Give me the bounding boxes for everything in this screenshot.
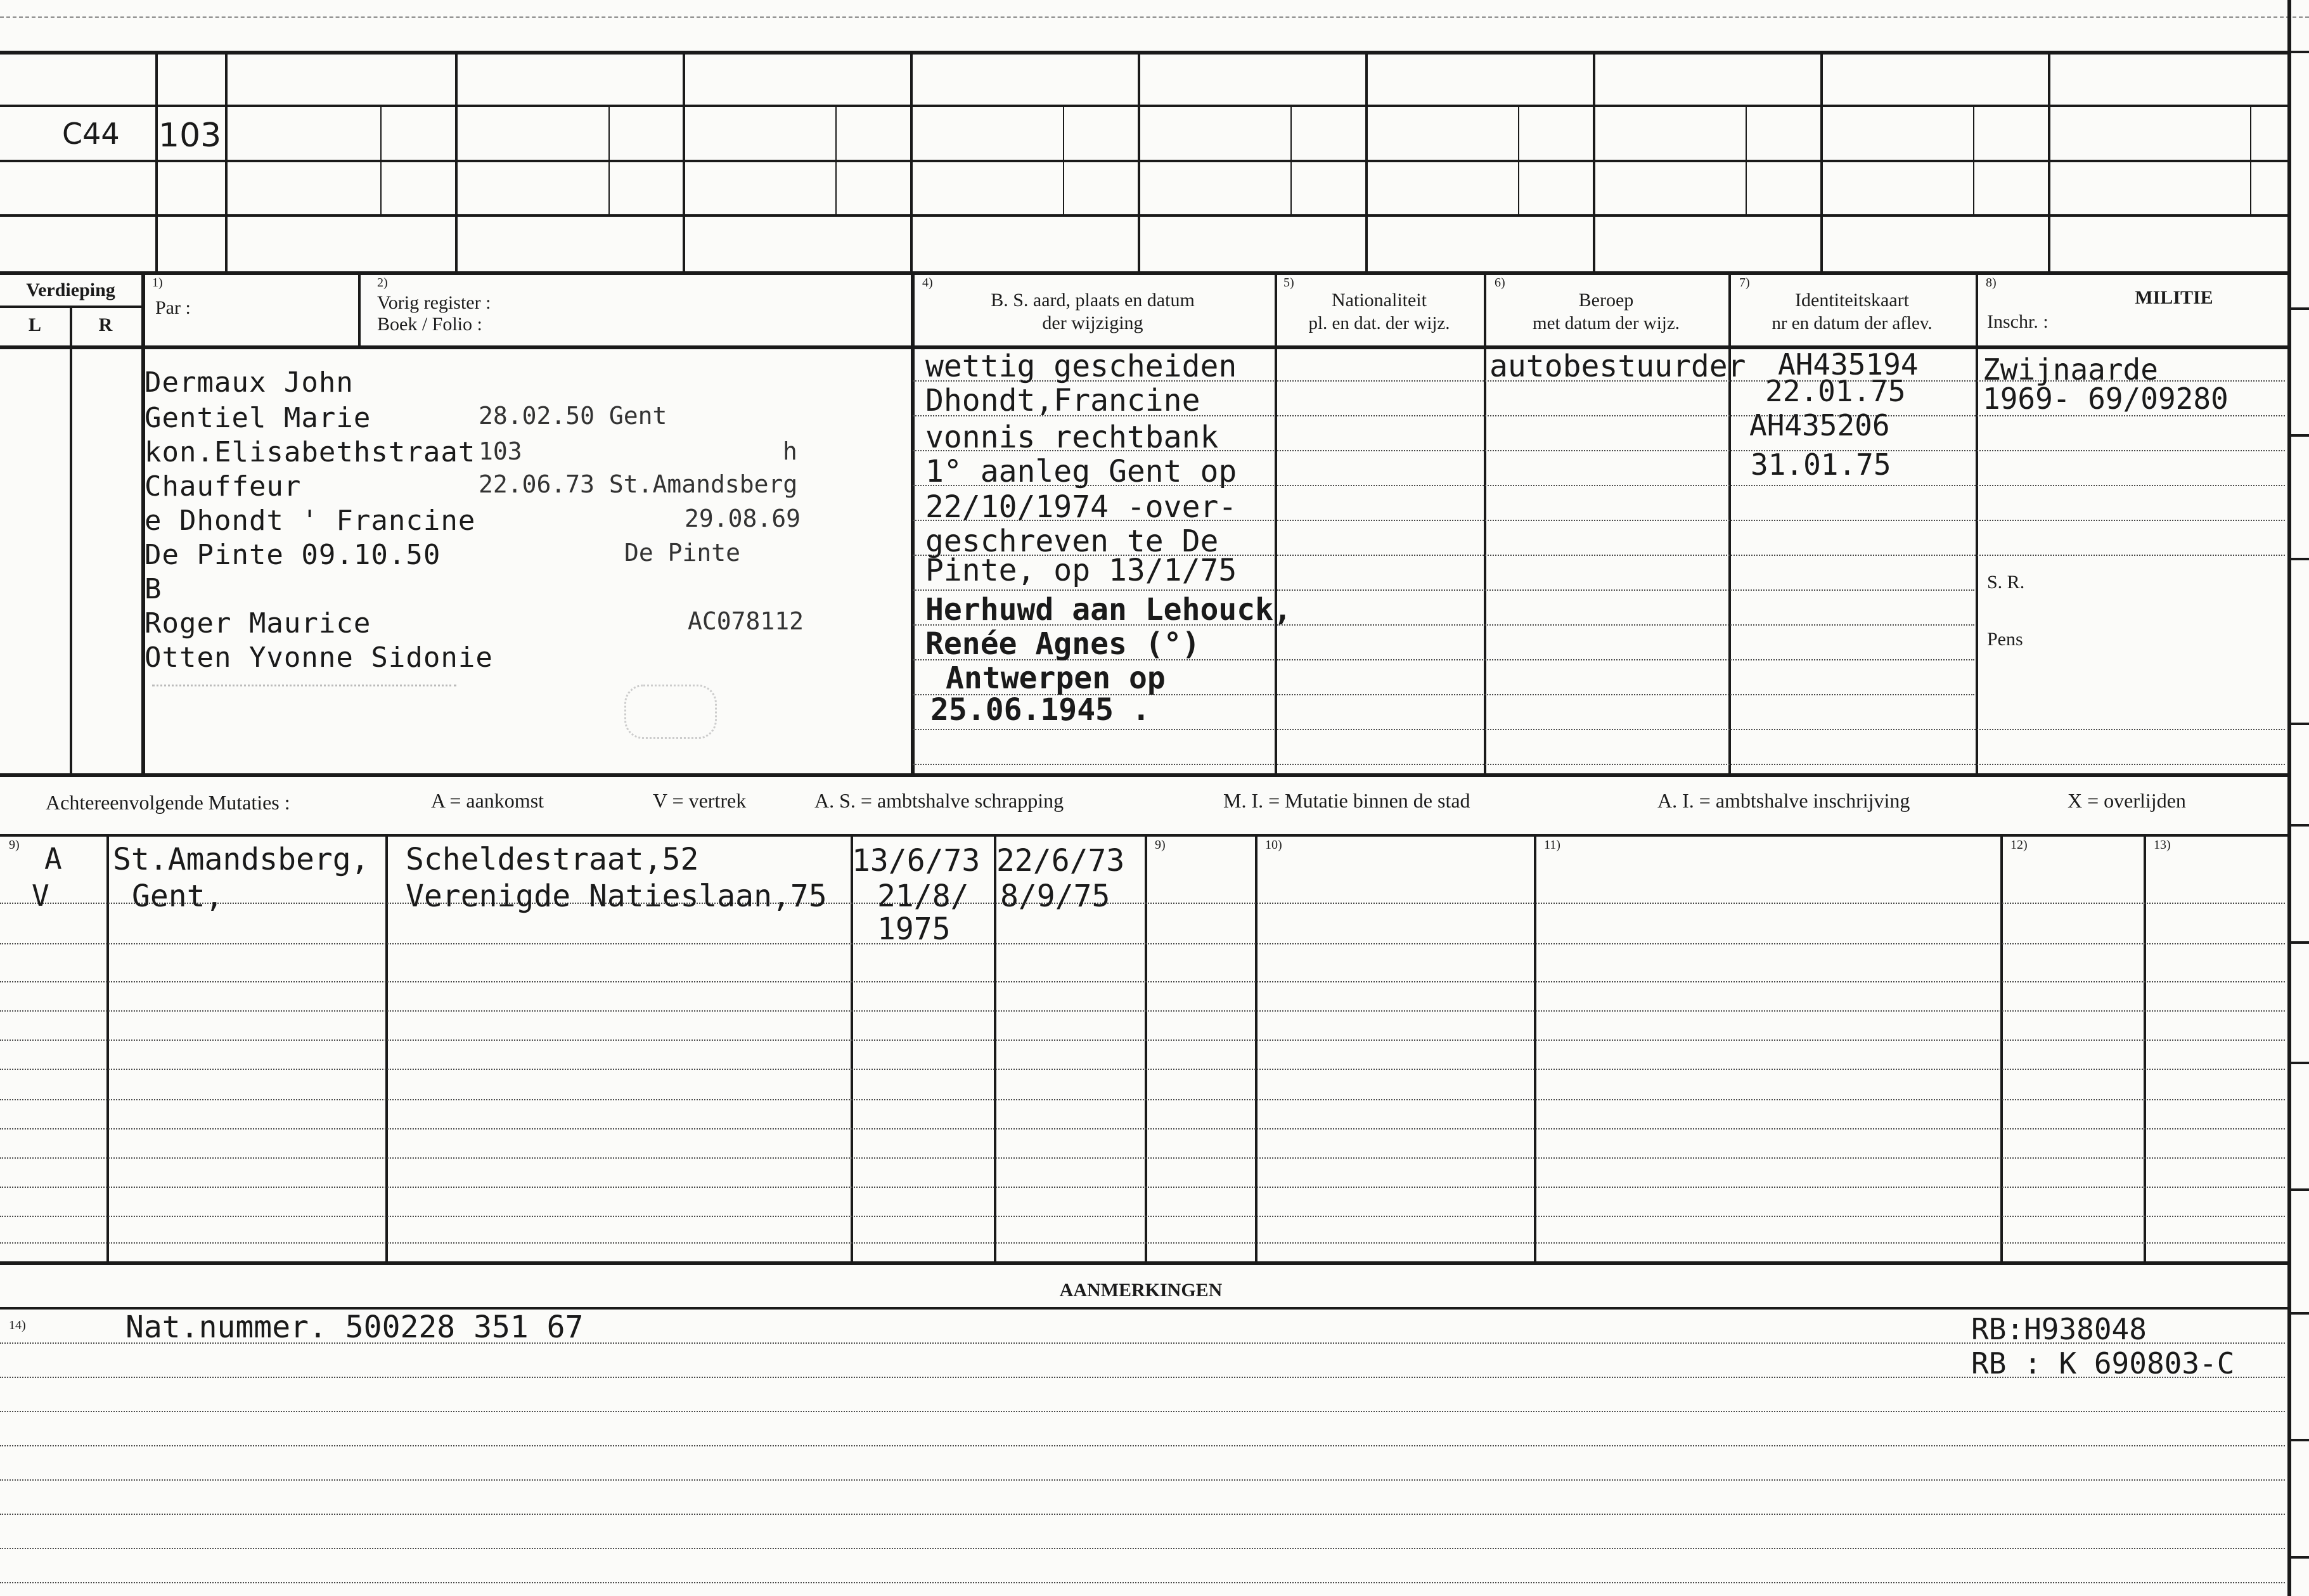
header-num-2: 2) — [377, 276, 388, 290]
person-house-suffix: h — [783, 437, 797, 465]
mutation-row-2-address: Verenigde Natieslaan,75 — [406, 878, 827, 914]
index-number: 103 — [158, 117, 222, 155]
bs-line-1: wettig gescheiden — [925, 349, 1237, 384]
mutation-col-num-9b: 9) — [1155, 838, 1166, 852]
bs-line-2: Dhondt,Francine — [925, 383, 1200, 418]
header-num-4: 4) — [922, 276, 933, 290]
person-parent1: Roger Maurice — [145, 607, 371, 640]
legend-v: V = vertrek — [653, 789, 747, 812]
header-par: Par : — [155, 297, 191, 318]
legend-ai: A. I. = ambtshalve inschrijving — [1657, 789, 1910, 812]
bs-line-5: 22/10/1974 -over- — [925, 489, 1237, 525]
mutation-row-2-date1: 21/8/ — [877, 878, 969, 914]
beroep-value: autobestuurder — [1489, 349, 1746, 384]
mutation-col-num-9: 9) — [9, 838, 20, 852]
mutation-col-num-12: 12) — [2010, 838, 2028, 852]
bs-line-10: Antwerpen op — [946, 660, 1166, 696]
id-card-2-date: 31.01.75 — [1751, 447, 1891, 482]
mutation-row-2-type: V — [32, 878, 49, 913]
person-spouse-date: 29.08.69 — [685, 505, 801, 532]
header-verdieping: Verdieping — [26, 280, 115, 300]
person-father: Gentiel Marie — [145, 402, 371, 434]
header-id-line2: nr en datum der aflev. — [1772, 313, 1933, 333]
person-birth: De Pinte 09.10.50 — [145, 539, 441, 571]
header-beroep-line2: met datum der wijz. — [1533, 313, 1680, 333]
person-street: kon.Elisabethstraat — [145, 436, 476, 468]
person-house: 103 — [479, 437, 522, 465]
mutation-row-1-place: St.Amandsberg, — [113, 842, 370, 877]
header-bs-line1: B. S. aard, plaats en datum — [991, 290, 1195, 311]
header-vorig-register: Vorig register : — [377, 292, 491, 313]
header-boek-folio: Boek / Folio : — [377, 314, 482, 335]
index-code: C44 — [62, 117, 120, 151]
militie-place: Zwijnaarde — [1983, 352, 2158, 387]
faded-stamp-mark — [152, 685, 456, 712]
mutation-row-2-date2: 8/9/75 — [1000, 878, 1110, 914]
mutation-row-1-address: Scheldestraat,52 — [406, 842, 699, 877]
header-num-8: 8) — [1986, 276, 1997, 290]
person-job: Chauffeur — [145, 470, 302, 503]
mutation-row-1-date1: 13/6/73 — [852, 843, 981, 878]
aanmerkingen-nat-number: Nat.nummer. 500228 351 67 — [125, 1310, 584, 1345]
id-card-1-date: 22.01.75 — [1765, 374, 1906, 408]
bs-line-3: vonnis rechtbank — [925, 420, 1219, 455]
mutation-row-2-place: Gent, — [132, 878, 224, 914]
mutation-row-2-date1-year: 1975 — [877, 911, 951, 947]
header-r: R — [98, 314, 113, 335]
header-id-line1: Identiteitskaart — [1795, 290, 1909, 311]
bs-line-9: Renée Agnes (°) — [925, 626, 1200, 662]
id-card-1: AH435194 — [1778, 347, 1919, 382]
legend-title: Achtereenvolgende Mutaties : — [46, 791, 290, 814]
header-num-6: 6) — [1495, 276, 1505, 290]
id-card-2: AH435206 — [1749, 408, 1890, 442]
header-beroep-line1: Beroep — [1578, 290, 1634, 311]
militie-pens-label: Pens — [1987, 629, 2023, 650]
mutation-row-1-type: A — [44, 842, 62, 876]
bs-line-7: Pinte, op 13/1/75 — [925, 553, 1237, 588]
person-parent1-id: AC078112 — [688, 607, 804, 635]
person-birth-place: De Pinte — [624, 539, 741, 567]
header-num-7: 7) — [1739, 276, 1750, 290]
header-num-1: 1) — [152, 276, 163, 290]
faded-stamp-mark — [624, 685, 717, 739]
legend-as: A. S. = ambtshalve schrapping — [814, 789, 1064, 812]
person-father-date: 28.02.50 Gent — [479, 402, 667, 430]
person-name: Dermaux John — [145, 366, 354, 399]
aanmerkingen-title: AANMERKINGEN — [1059, 1280, 1223, 1301]
aanmerkingen-num: 14) — [9, 1318, 26, 1332]
header-num-5: 5) — [1283, 276, 1294, 290]
mutation-col-num-11: 11) — [1544, 838, 1560, 852]
aanmerkingen-rb-2: RB : K 690803-C — [1971, 1346, 2235, 1380]
person-b-mark: B — [145, 573, 162, 605]
header-nat-line1: Nationaliteit — [1332, 290, 1427, 311]
header-militie: MILITIE — [2135, 287, 2213, 308]
bs-line-6: geschreven te De — [925, 524, 1219, 559]
legend-a: A = aankomst — [431, 789, 544, 812]
bs-line-11: 25.06.1945 . — [930, 692, 1150, 728]
header-nat-line2: pl. en dat. der wijz. — [1308, 313, 1450, 333]
bs-line-4: 1° aanleg Gent op — [925, 454, 1237, 489]
militie-sr-label: S. R. — [1987, 572, 2025, 593]
legend-x: X = overlijden — [2068, 789, 2186, 812]
header-l: L — [28, 314, 41, 335]
mutation-col-num-13: 13) — [2154, 838, 2171, 852]
bs-line-8: Herhuwd aan Lehouck, — [925, 592, 1292, 627]
aanmerkingen-rb-1: RB:H938048 — [1971, 1312, 2147, 1346]
person-parent2: Otten Yvonne Sidonie — [145, 641, 493, 674]
header-inschr: Inschr. : — [1987, 311, 2049, 332]
header-bs-line2: der wijziging — [1042, 312, 1143, 333]
person-spouse: e Dhondt ' Francine — [145, 505, 476, 537]
mutation-col-num-10: 10) — [1265, 838, 1282, 852]
mutation-row-1-date2: 22/6/73 — [996, 843, 1125, 878]
legend-mi: M. I. = Mutatie binnen de stad — [1223, 789, 1470, 812]
person-job-date: 22.06.73 St.Amandsberg — [479, 470, 798, 498]
militie-number: 1969- 69/09280 — [1983, 382, 2229, 416]
